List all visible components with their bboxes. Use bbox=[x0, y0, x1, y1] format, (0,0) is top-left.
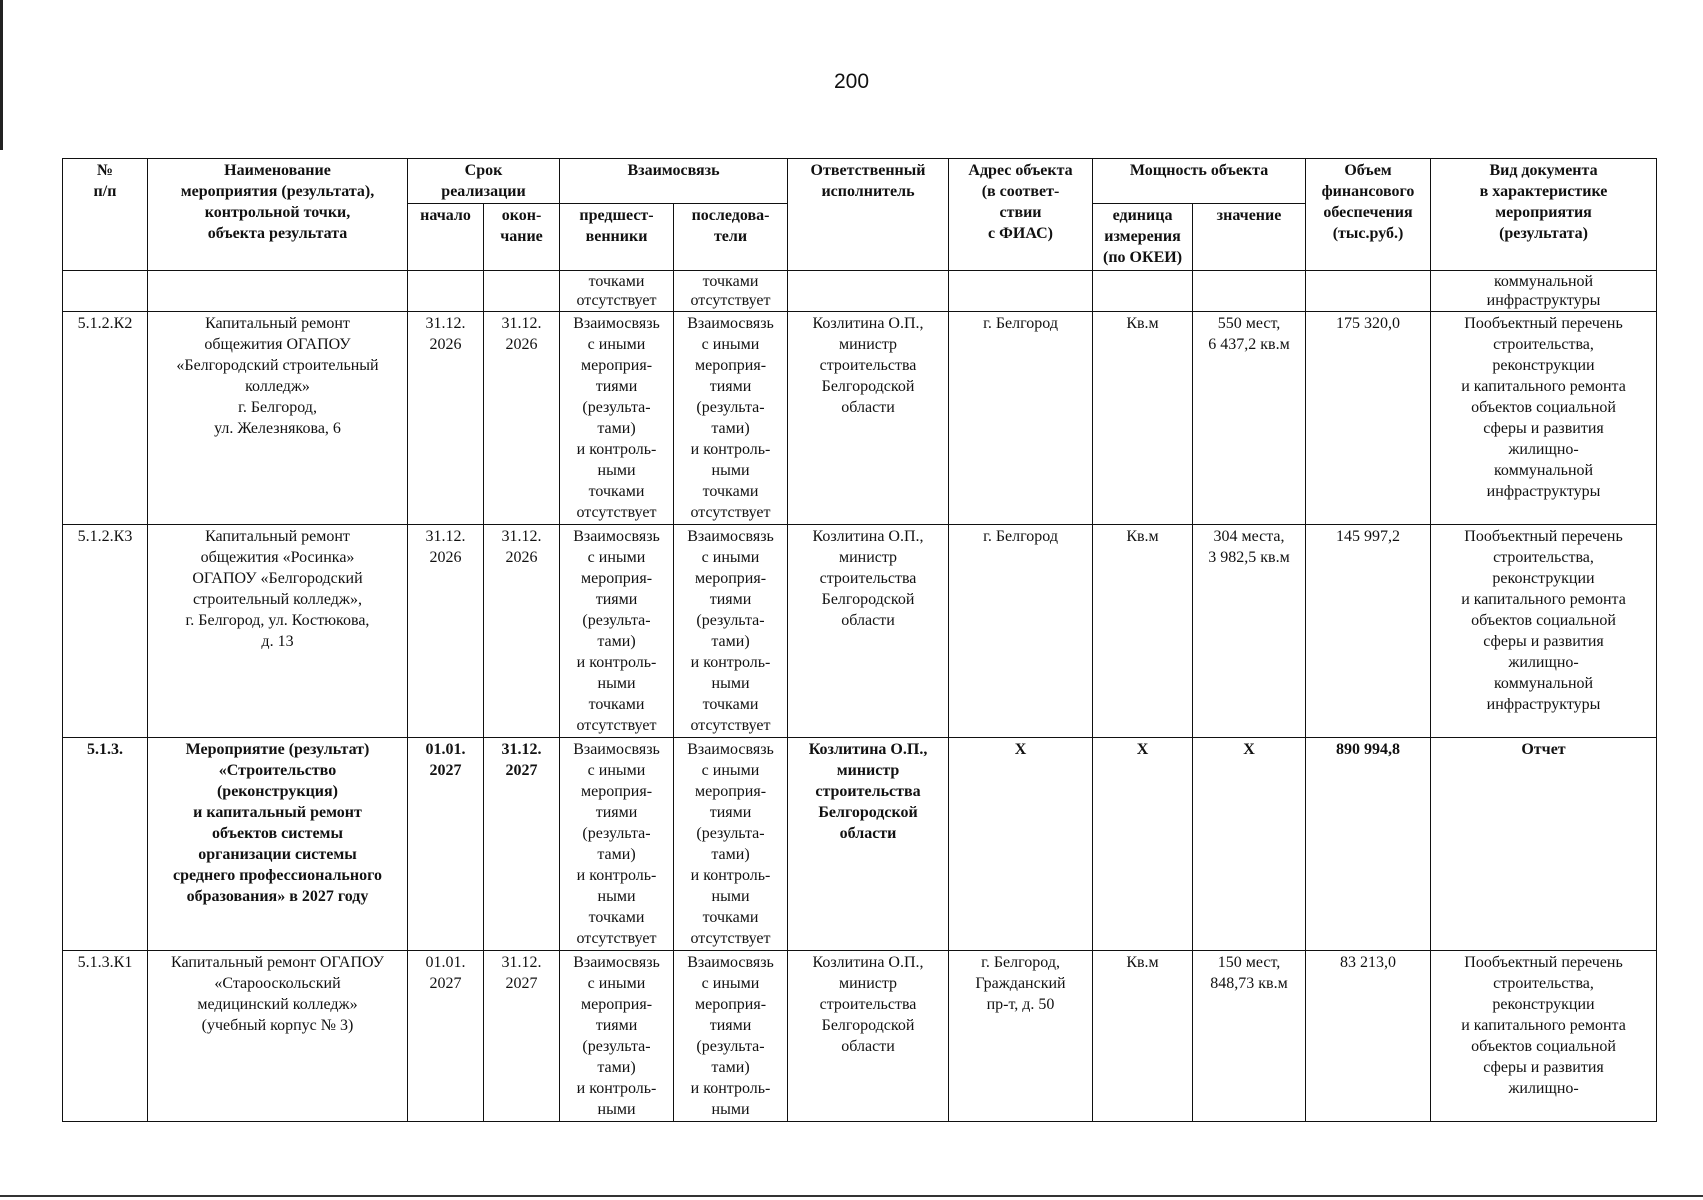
cell-empty bbox=[788, 271, 949, 312]
cell-name: Капитальный ремонт общежития ОГАПОУ «Белгородский строительный колледж» г. Белгород, ул. Железнякова, 6 bbox=[148, 312, 408, 525]
cell-executor: Козлитина О.П., министр строительства Белгородской области bbox=[788, 312, 949, 525]
cell-unit: Кв.м bbox=[1093, 951, 1193, 1122]
cell-finance: 890 994,8 bbox=[1306, 738, 1431, 951]
cell-executor: Козлитина О.П., министр строительства Белгородской области bbox=[788, 738, 949, 951]
cell-empty bbox=[63, 271, 148, 312]
page-number: 200 bbox=[833, 70, 870, 93]
table-row bbox=[63, 312, 1657, 525]
cell-doc: Отчет bbox=[1431, 738, 1657, 951]
header-capacity-unit: единица измерения (по ОКЕИ) bbox=[1093, 204, 1193, 271]
cell-unit: Кв.м bbox=[1093, 312, 1193, 525]
cell-value: 304 места, 3 982,5 кв.м bbox=[1193, 525, 1306, 738]
cell-empty bbox=[1193, 271, 1306, 312]
cell-prev: Взаимосвязь с иными мероприя- тиями (результа- тами) и контроль- ными точками отсутствует bbox=[560, 738, 674, 951]
header-finance: Объем финансового обеспечения (тыс.руб.) bbox=[1306, 159, 1431, 271]
cell-num: 5.1.3. bbox=[63, 738, 148, 951]
cell-prev: Взаимосвязь с иными мероприя- тиями (результа- тами) и контроль- ными точками отсутствует bbox=[560, 312, 674, 525]
table-row bbox=[63, 951, 1657, 1122]
cell-finance: 145 997,2 bbox=[1306, 525, 1431, 738]
cell-next: Взаимосвязь с иными мероприя- тиями (результа- тами) и контроль- ными bbox=[674, 951, 788, 1122]
table-row bbox=[63, 525, 1657, 738]
cell-address: г. Белгород, Гражданский пр-т, д. 50 bbox=[949, 951, 1093, 1122]
cell-empty bbox=[949, 271, 1093, 312]
cell-start: 01.01. 2027 bbox=[408, 951, 484, 1122]
cell-prev: Взаимосвязь с иными мероприя- тиями (результа- тами) и контроль- ными bbox=[560, 951, 674, 1122]
header-address: Адрес объекта (в соответ- ствии с ФИАС) bbox=[949, 159, 1093, 271]
cell-prev: Взаимосвязь с иными мероприя- тиями (результа- тами) и контроль- ными точками отсутствует bbox=[560, 525, 674, 738]
cell-empty bbox=[148, 271, 408, 312]
cell-empty bbox=[408, 271, 484, 312]
cell-start: 01.01. 2027 bbox=[408, 738, 484, 951]
cell-value: 150 мест, 848,73 кв.м bbox=[1193, 951, 1306, 1122]
cell-next: Взаимосвязь с иными мероприя- тиями (результа- тами) и контроль- ными точками отсутствует bbox=[674, 738, 788, 951]
cell-doc: Пообъектный перечень строительства, реконструкции и капитального ремонта объектов социальной сферы и развития жилищно- коммунальной инфраструктуры bbox=[1431, 312, 1657, 525]
cell-executor: Козлитина О.П., министр строительства Белгородской области bbox=[788, 951, 949, 1122]
cell-address: X bbox=[949, 738, 1093, 951]
cell-empty bbox=[1306, 271, 1431, 312]
cell-end: 31.12. 2027 bbox=[484, 738, 560, 951]
cell-value: 550 мест, 6 437,2 кв.м bbox=[1193, 312, 1306, 525]
cell-value: X bbox=[1193, 738, 1306, 951]
header-term: Срок реализации bbox=[408, 159, 560, 204]
cell-name: Капитальный ремонт ОГАПОУ «Старооскольский медицинский колледж» (учебный корпус № 3) bbox=[148, 951, 408, 1122]
cell-end: 31.12. 2026 bbox=[484, 525, 560, 738]
cell-num: 5.1.2.К3 bbox=[63, 525, 148, 738]
cell-num: 5.1.3.К1 bbox=[63, 951, 148, 1122]
cell-num: 5.1.2.К2 bbox=[63, 312, 148, 525]
cell-executor: Козлитина О.П., министр строительства Белгородской области bbox=[788, 525, 949, 738]
table-row-event bbox=[63, 738, 1657, 951]
header-name: Наименование мероприятия (результата), контрольной точки, объекта результата bbox=[148, 159, 408, 271]
header-term-start: начало bbox=[408, 204, 484, 271]
cell-address: г. Белгород bbox=[949, 312, 1093, 525]
cell-start: 31.12. 2026 bbox=[408, 312, 484, 525]
cell-unit: X bbox=[1093, 738, 1193, 951]
header-relation-prev: предшест- венники bbox=[560, 204, 674, 271]
header-row-1 bbox=[63, 159, 1657, 204]
continuation-row bbox=[63, 271, 1657, 312]
cell-doc: Пообъектный перечень строительства, реконструкции и капитального ремонта объектов социальной сферы и развития жилищно- bbox=[1431, 951, 1657, 1122]
cell-address: г. Белгород bbox=[949, 525, 1093, 738]
cell-doc: коммунальной инфраструктуры bbox=[1431, 271, 1657, 312]
cell-next: Взаимосвязь с иными мероприя- тиями (результа- тами) и контроль- ными точками отсутствует bbox=[674, 525, 788, 738]
cell-next: точками отсутствует bbox=[674, 271, 788, 312]
cell-empty bbox=[1093, 271, 1193, 312]
cell-doc: Пообъектный перечень строительства, реконструкции и капитального ремонта объектов социальной сферы и развития жилищно- коммунальной инфраструктуры bbox=[1431, 525, 1657, 738]
cell-end: 31.12. 2027 bbox=[484, 951, 560, 1122]
cell-prev: точками отсутствует bbox=[560, 271, 674, 312]
header-executor: Ответственный исполнитель bbox=[788, 159, 949, 271]
header-term-end: окон- чание bbox=[484, 204, 560, 271]
header-num: № п/п bbox=[63, 159, 148, 271]
header-relation: Взаимосвязь bbox=[560, 159, 788, 204]
cell-start: 31.12. 2026 bbox=[408, 525, 484, 738]
cell-name: Капитальный ремонт общежития «Росинка» ОГАПОУ «Белгородский строительный колледж», г. Белгород, ул. Костюкова, д. 13 bbox=[148, 525, 408, 738]
header-doc-type: Вид документа в характеристике мероприятия (результата) bbox=[1431, 159, 1657, 271]
header-capacity: Мощность объекта bbox=[1093, 159, 1306, 204]
cell-name: Мероприятие (результат) «Строительство (реконструкция) и капитальный ремонт объектов системы организации системы среднего профессионального образования» в 2027 году bbox=[148, 738, 408, 951]
cell-finance: 83 213,0 bbox=[1306, 951, 1431, 1122]
header-capacity-value: значение bbox=[1193, 204, 1306, 271]
header-relation-next: последова- тели bbox=[674, 204, 788, 271]
plan-table bbox=[62, 158, 1657, 1122]
cell-finance: 175 320,0 bbox=[1306, 312, 1431, 525]
cell-next: Взаимосвязь с иными мероприя- тиями (результа- тами) и контроль- ными точками отсутствует bbox=[674, 312, 788, 525]
cell-unit: Кв.м bbox=[1093, 525, 1193, 738]
cell-empty bbox=[484, 271, 560, 312]
scan-edge-bottom bbox=[0, 1195, 1703, 1197]
cell-end: 31.12. 2026 bbox=[484, 312, 560, 525]
